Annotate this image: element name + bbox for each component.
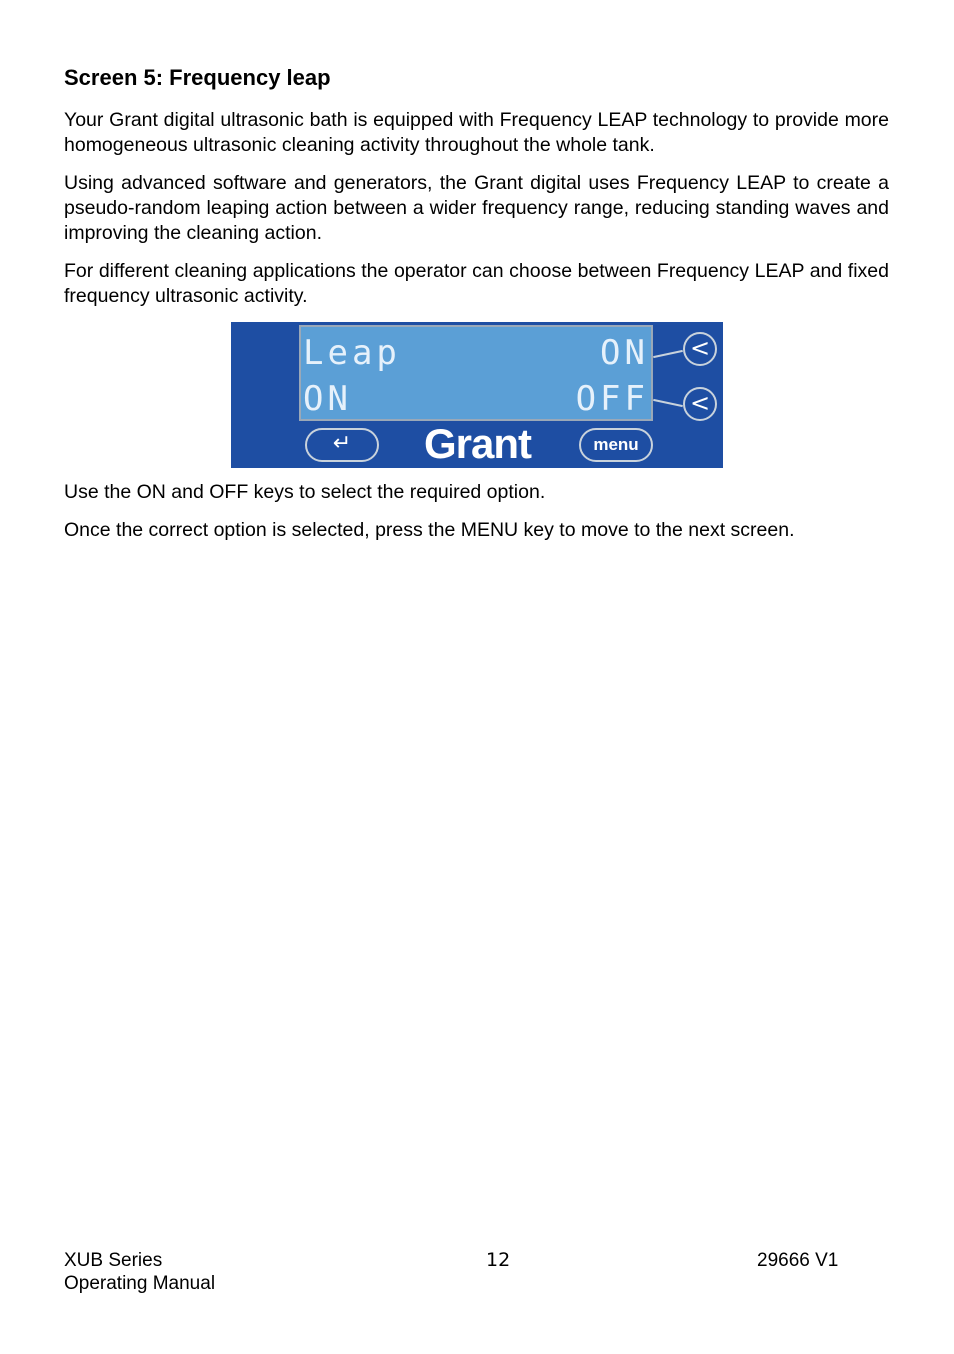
on-key-button[interactable]: < bbox=[683, 332, 717, 366]
paragraph-technology: Using advanced software and generators, the Grant digital uses Frequency LEAP to create a pseudo-random leaping action between a wider frequency range, reducing standing waves and improving the cleaning action. bbox=[64, 172, 889, 244]
lcd-line1-label: Leap bbox=[303, 333, 401, 373]
instruction-menu: Once the correct option is selected, press the MENU key to move to the next screen. bbox=[64, 519, 795, 541]
connector-line-bottom bbox=[653, 399, 683, 407]
connector-line-top bbox=[653, 350, 683, 358]
footer-manual: Operating Manual bbox=[64, 1273, 216, 1294]
instruction-select: Use the ON and OFF keys to select the required option. bbox=[64, 481, 546, 503]
menu-button[interactable]: menu bbox=[579, 428, 653, 462]
section-heading: Screen 5: Frequency leap bbox=[64, 65, 331, 90]
page-content bbox=[64, 62, 889, 556]
page-number: 12 bbox=[486, 1249, 511, 1271]
lcd-line2-label: ON bbox=[303, 379, 352, 419]
enter-button[interactable]: ↵ bbox=[305, 428, 379, 462]
footer-left bbox=[64, 1249, 215, 1295]
paragraph-options: For different cleaning applications the operator can choose between Frequency LEAP and fixed frequency ultrasonic activity. bbox=[64, 260, 889, 307]
lcd-line2-value: OFF bbox=[575, 379, 649, 419]
footer-series: XUB Series bbox=[64, 1250, 163, 1271]
lcd-line1-value: ON bbox=[600, 333, 649, 373]
paragraph-intro: Your Grant digital ultrasonic bath is equipped with Frequency LEAP technology to provide more homogeneous ultrasonic cleaning activity throughout the whole tank. bbox=[64, 109, 889, 156]
lcd-display bbox=[299, 325, 653, 421]
control-panel-figure bbox=[231, 322, 723, 468]
off-key-button[interactable]: < bbox=[683, 387, 717, 421]
document-code: 29666 V1 bbox=[757, 1250, 839, 1271]
brand-logo: Grant bbox=[424, 420, 532, 467]
